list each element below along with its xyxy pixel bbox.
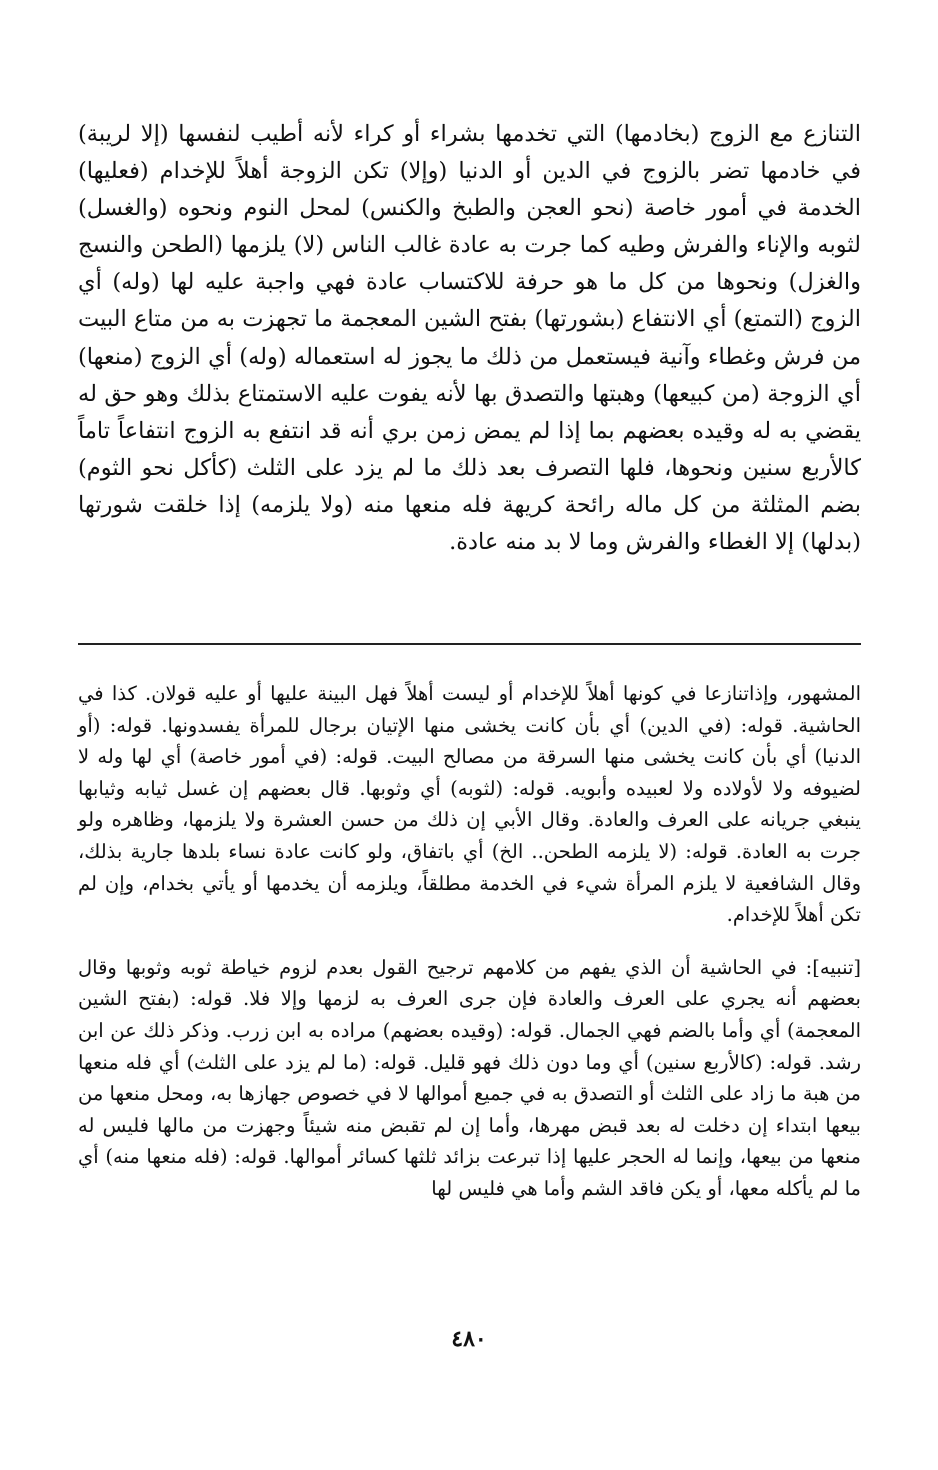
page-number: ٤٨٠ bbox=[451, 1326, 487, 1352]
footnotes bbox=[78, 678, 861, 1205]
footnote-note-paragraph: [تنبيه]: في الحاشية أن الذي يفهم من كلامهم ترجيح القول بعدم لزوم خياطة ثوبه وثوبها وقال بعضهم أنه يجري على العرف والعادة فإن جرى العرف به لزمها وإلا فلا. قوله: (بفتح الشين المعجمة) أي وأما بالضم فهي الجمال. قوله: (وقيده بعضهم) مراده به ابن زرب. وذكر ذلك عن ابن رشد. قوله: (كالأربع سنين) أي وما دون ذلك فهو قليل. قوله: (ما لم يزد على الثلث) أي فله منعها من هبة ما زاد على الثلث أو التصدق به في جميع أموالها لا في خصوص جهازها به، ومحل منعها من بيعها ابتداء إن دخلت له بعد قبض مهرها، وأما إن لم تقبض منه شيئاً وجهزت من مالها فليس له منعها من بيعها، وإنما له الحجر عليها إذا تبرعت بزائد ثلثها كسائر أموالها. قوله: (فله منعها منه) أي ما لم يأكله معها، أو يكن فاقد الشم وأما هي فليس لها bbox=[78, 955, 861, 1200]
footnote-separator bbox=[78, 643, 861, 645]
main-text bbox=[78, 116, 861, 561]
main-paragraph: التنازع مع الزوج (بخادمها) التي تخدمها بشراء أو كراء لأنه أطيب لنفسها (إلا لريبة) في خادمها تضر بالزوج في الدين أو الدنيا (وإلا) تكن الزوجة أهلاً للإخدام (فعليها) الخدمة في أمور خاصة (نحو العجن والطبخ والكنس) لمحل النوم ونحوه (والغسل) لثوبه والإناء والفرش وطيه كما جرت به عادة غالب الناس (لا) يلزمها (الطحن والنسج والغزل) ونحوها من كل ما هو حرفة للاكتساب عادة فهي واجبة عليه لها (وله) أي الزوج (التمتع) أي الانتفاع (بشورتها) بفتح الشين المعجمة ما تجهزت به من متاع البيت من فرش وغطاء وآنية فيستعمل من ذلك ما يجوز له استعماله (وله) أي الزوج (منعها) أي الزوجة (من كبيعها) وهبتها والتصدق بها لأنه يفوت عليه الاستمتاع بذلك وهو حق له يقضي به له وقيده بعضهم بما إذا لم يمض زمن بري أنه قد انتفع به الزوج انتفاعاً تاماً كالأربع سنين ونحوها، فلها التصرف بعد ذلك ما لم يزد على الثلث (كأكل نحو الثوم) بضم المثلثة من كل ماله رائحة كريهة فله منعها منه (ولا يلزمه) إذا خلقت شورتها (بدلها) إلا الغطاء والفرش وما لا بد منه عادة. bbox=[78, 121, 861, 556]
footnote-paragraph: المشهور، وإذاتنازعا في كونها أهلاً للإخدام أو ليست أهلاً فهل البينة عليها أو عليه قولان. كذا في الحاشية. قوله: (في الدين) أي بأن كانت يخشى منها الإتيان برجال للمرأة يفسدونها. قوله: (أو الدنيا) أي بأن كانت يخشى منها السرقة من مصالح البيت. قوله: (في أمور خاصة) أي لها وله لا لضيوفه ولا لأولاده ولا لعبيده وأبويه. قوله: (لثوبه) أي وثوبها. قال بعضهم إن غسل ثيابه وثيابها ينبغي جريانه على العرف والعادة. وقال الأبي إن ذلك من حسن العشرة ولا يلزمها، وظاهره ولو جرت به العادة. قوله: (لا يلزمه الطحن.. الخ) أي باتفاق، ولو كانت عادة نساء بلدها جارية بذلك، وقال الشافعية لا يلزم المرأة شيء في الخدمة مطلقاً، ويلزمه أن يخدمها أو يأتي بخدام، وإن لم تكن أهلاً للإخدام. bbox=[78, 682, 861, 927]
